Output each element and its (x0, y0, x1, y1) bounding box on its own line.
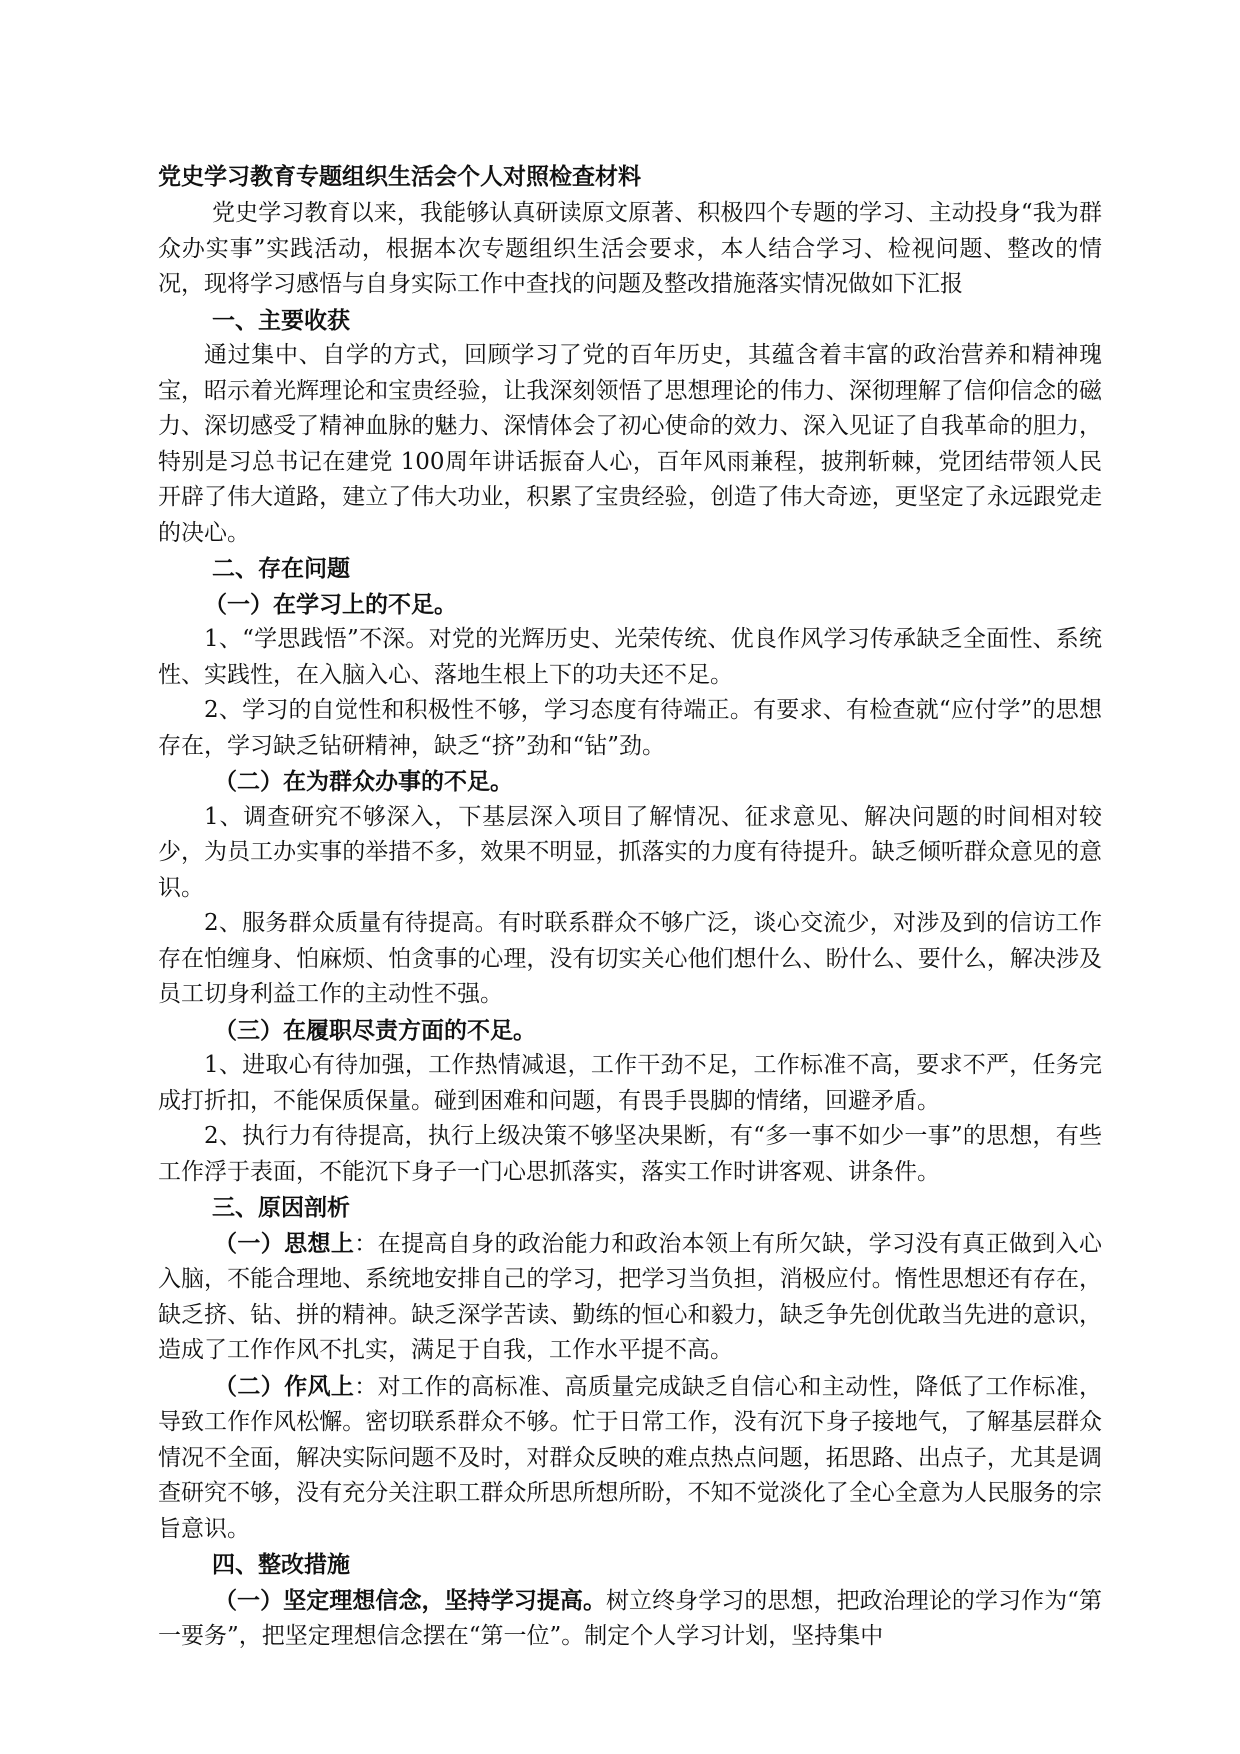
duty-item-1: 1、进取心有待加强，工作热情减退，工作干劲不足，工作标准不高，要求不严，任务完成打折扣，不能保质保量。碰到困难和问题，有畏手畏脚的情绪，回避矛盾。 (158, 1052, 1102, 1114)
cause-thought-paragraph (158, 1226, 1102, 1369)
rectification-paragraph (158, 1583, 1102, 1655)
cause-style-body: ：对工作的高标准、高质量完成缺乏自信心和主动性，降低了工作标准，导致工作作风松懈。密切联系群众不够。忙于日常工作，没有沉下身子接地气，了解基层群众情况不全面，解决实际问题不及时，对群众反映的难点热点问题，拓思路、出点子，尤其是调查研究不够，没有充分关注职工群众所思所想所盼，不知不觉淡化了全心全意为人民服务的宗旨意识。 (158, 1373, 1103, 1542)
rectification-lead: （一）坚定理想信念，坚持学习提高。 (214, 1586, 606, 1614)
document-page (158, 160, 1102, 1655)
serving-item-2: 2、服务群众质量有待提高。有时联系群众不够广泛，谈心交流少，对涉及到的信访工作存在怕缠身、怕麻烦、怕贪事的心理，没有切实关心他们想什么、盼什么、要什么，解决涉及员工切身利益工作的主动性不强。 (158, 910, 1102, 1007)
duty-item-2: 2、执行力有待提高，执行上级决策不够坚决果断，有“多一事不如少一事”的思想，有些工作浮于表面，不能沉下身子一门心思抓落实，落实工作时讲客观、讲条件。 (158, 1123, 1102, 1185)
main-gains-paragraph: 通过集中、自学的方式，回顾学习了党的百年历史，其蕴含着丰富的政治营养和精神瑰宝，昭示着光辉理论和宝贵经验，让我深刻领悟了思想理论的伟力、深彻理解了信仰信念的磁力、深切感受了精神血脉的魅力、深情体会了初心使命的效力、深入见证了自我革命的胆力，特别是习总书记在建党 100周年讲话振奋人心，百年风雨兼程，披荆斩棘，党团结带领人民开辟了伟大道路，建立了伟大功业，积累了宝贵经验，创造了伟大奇迹，更坚定了永远跟党走的决心。 (158, 342, 1102, 546)
cause-style-lead: （二）作风上 (214, 1372, 355, 1400)
subheading-duty: （三）在履职尽责方面的不足。 (214, 1016, 536, 1044)
cause-thought-lead: （一）思想上 (214, 1229, 355, 1257)
learning-item-2: 2、学习的自觉性和积极性不够，学习态度有待端正。有要求、有检查就“应付学”的思想存在，学习缺乏钻研精神，缺乏“挤”劲和“钻”劲。 (158, 697, 1102, 759)
subheading-learning: （一）在学习上的不足。 (204, 590, 457, 618)
serving-item-1: 1、调查研究不够深入，下基层深入项目了解情况、征求意见、解决问题的时间相对较少，为员工办实事的举措不多，效果不明显，抓落实的力度有待提升。缺乏倾听群众意见的意识。 (158, 803, 1102, 901)
section-heading-cause-analysis: 三、原因剖析 (212, 1194, 350, 1221)
document-title: 党史学习教育专题组织生活会个人对照检查材料 (158, 163, 641, 190)
cause-thought-body: ：在提高自身的政治能力和政治本领上有所欠缺，学习没有真正做到入心入脑，不能合理地、系统地安排自己的学习，把学习当负担，消极应付。惰性思想还有存在，缺乏挤、钻、拼的精神。缺乏深学苦读、勤练的恒心和毅力，缺乏争先创优敢当先进的意识，造成了工作作风不扎实，满足于自我，工作水平提不高。 (158, 1230, 1103, 1363)
section-heading-problems: 二、存在问题 (212, 555, 350, 582)
section-heading-main-gains: 一、主要收获 (212, 306, 350, 334)
section-heading-rectification: 四、整改措施 (212, 1551, 350, 1578)
learning-item-1: 1、“学思践悟”不深。对党的光辉历史、光荣传统、优良作风学习传承缺乏全面性、系统性、实践性，在入脑入心、落地生根上下的功夫还不足。 (158, 626, 1102, 688)
rectification-body: 树立终身学习的思想，把政治理论的学习作为“第一要务”，把坚定理想信念摆在“第一位”。制定个人学习计划，坚持集中 (158, 1587, 1102, 1649)
subheading-serving-masses: （二）在为群众办事的不足。 (214, 768, 513, 795)
intro-paragraph: 党史学习教育以来，我能够认真研读原文原著、积极四个专题的学习、主动投身“我为群众办实事”实践活动，根据本次专题组织生活会要求，本人结合学习、检视问题、整改的情况，现将学习感悟与自身实际工作中查找的问题及整改措施落实情况做如下汇报 (158, 200, 1102, 297)
cause-style-paragraph (158, 1369, 1102, 1548)
